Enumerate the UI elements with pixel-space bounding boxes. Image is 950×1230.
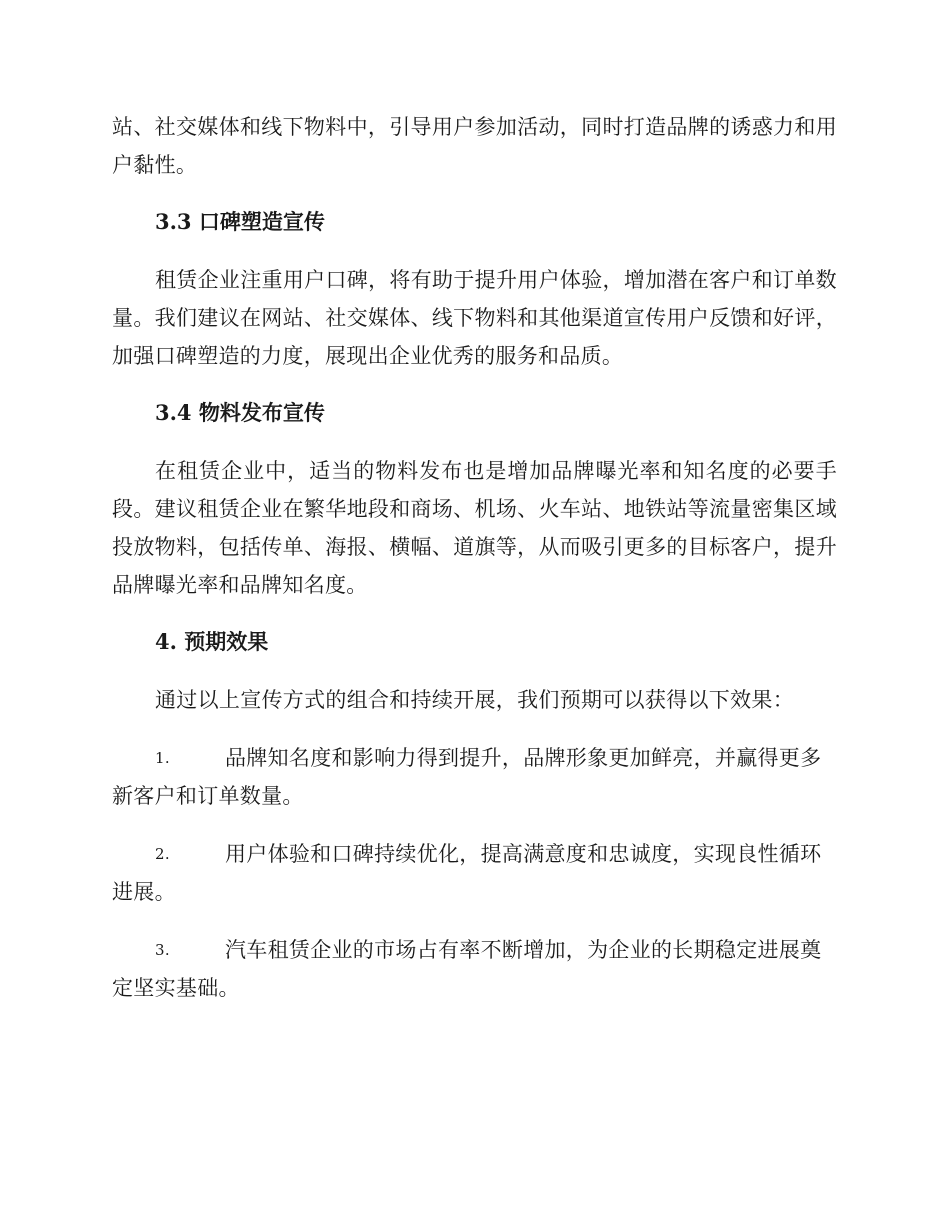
list-item-continuation: 进展。: [112, 880, 176, 904]
list-item-1: [112, 739, 837, 815]
list-item-first-line: 汽车租赁企业的市场占有率不断增加，为企业的长期稳定进展奠: [225, 938, 822, 962]
paragraph-materials: 在租赁企业中，适当的物料发布也是增加品牌曝光率和知名度的必要手段。建议租赁企业在繁华地段和商场、机场、火车站、地铁站等流量密集区域投放物料，包括传单、海报、横幅、道旗等，从而吸引更多的目标客户，提升品牌曝光率和品牌知名度。: [112, 459, 837, 597]
section-heading-3-3: 3.3 口碑塑造宣传: [155, 209, 325, 234]
list-item-2: [112, 835, 837, 911]
document-body: [112, 108, 837, 1007]
list-item-continuation: 新客户和订单数量。: [112, 784, 304, 808]
list-item-first-line: 品牌知名度和影响力得到提升，品牌形象更加鲜亮，并赢得更多: [225, 746, 822, 770]
paragraph-word-of-mouth: 租赁企业注重用户口碑，将有助于提升用户体验，增加潜在客户和订单数量。我们建议在网站、社交媒体、线下物料和其他渠道宣传用户反馈和好评，加强口碑塑造的力度，展现出企业优秀的服务和品质。: [112, 268, 837, 368]
list-item-3: [112, 931, 837, 1007]
paragraph-expected-effects-intro: 通过以上宣传方式的组合和持续开展，我们预期可以获得以下效果：: [155, 688, 794, 712]
list-number: 3.: [155, 941, 170, 959]
list-item-continuation: 定坚实基础。: [112, 976, 240, 1000]
list-item-first-line: 用户体验和口碑持续优化，提高满意度和忠诚度，实现良性循环: [225, 842, 822, 866]
section-heading-3-4: 3.4 物料发布宣传: [155, 400, 325, 425]
section-heading-4: 4. 预期效果: [155, 629, 269, 654]
list-number: 2.: [155, 845, 170, 863]
paragraph-intro-continued: 站、社交媒体和线下物料中，引导用户参加活动，同时打造品牌的诱惑力和用户黏性。: [112, 115, 837, 177]
list-number: 1.: [155, 749, 170, 767]
